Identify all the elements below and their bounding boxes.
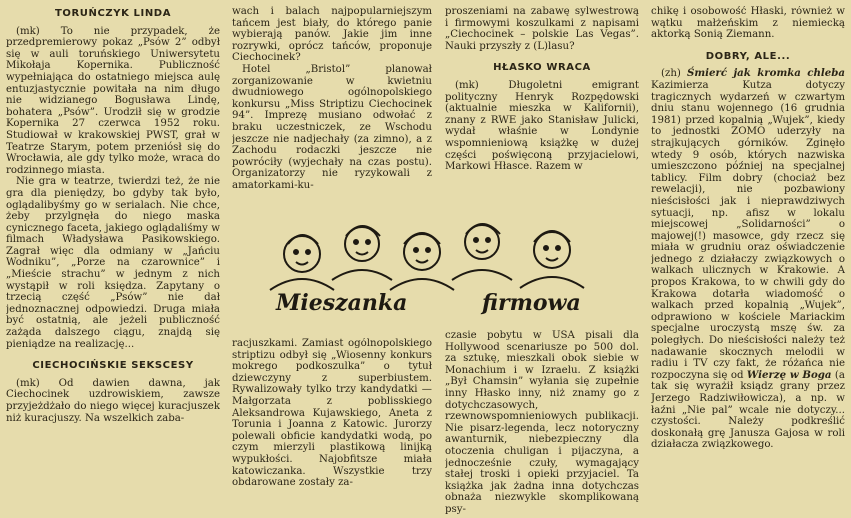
column-4 xyxy=(651,6,845,518)
article-title-dobry: DOBRY, ALE... xyxy=(705,50,791,62)
article-paragraph: chikę i osobowość Hłaski, również w wątku małżeńskim z niemiecką aktorką Sonią Ziemann. xyxy=(651,6,845,41)
article-paragraph: racjuszkami. Zamiast ogólnopolskiego striptizu odbył się „Wiosenny konkurs mokrego podkoszulka” o tytuł dziewczyny z superbiustem. Rywalizowały tylko trzy kandydatki — Małgorzata z poblisskiego Aleksandrowa Kujawskiego, Aneta z Torunia i Joanna z Katowic. Jurorzy polewali obficie kandydatki wodą, po czym mierzyli plastikową linijką wypukłości. Najobfitsze miała katowiczanka. Wszystkie trzy obdarowane zostały za- xyxy=(232,338,432,489)
article-title-hlasko: HŁASKO WRACA xyxy=(493,62,591,74)
article-paragraph: (mk) Długoletni emigrant polityczny Henryk Rozpędowski (aktualnie mieszka w Kalifornii), znany z RWE jako Stanisław Julicki, wydał właśnie w Londynie wspomnieniową książkę w dużej części poświęconą przyjacielowi, Markowi Hłasce. Razem w xyxy=(445,79,639,173)
column-3 xyxy=(445,6,639,173)
column-2 xyxy=(232,6,432,192)
column-3-lower xyxy=(445,330,639,518)
article-title-torunczyk: TORUŃCZYK LINDA xyxy=(54,8,172,19)
caricature-illustration xyxy=(262,214,612,336)
prayer-title-emphasis: Wierzę w Boga xyxy=(746,368,832,381)
paragraph-lead: (zh) xyxy=(661,68,681,80)
article-paragraph: Nie gra w teatrze, twierdzi też, że nie gra dla pieniędzy, bo gdyby tak było, oglądalibyśmy go w serialach. Nie chce, żeby przylgnęła do niego maska cynicznego faceta, jakiego oglądaliśmy w filmach Władysława Pasikowskiego. Zagrał więc dla odmiany w „Jańciu Wodniku”, „Porze na czarownice” i „Mieście strachu” w jednym z nich wystąpił w roli księdza. Zapytany o trzecią część „Psów” nie dał jednoznacznej odpowiedzi. Druga miała być ostatnią, ale jeżeli publiczność zażąda dalszego ciągu, znajdą się pieniądze na realizację... xyxy=(6,176,220,350)
article-paragraph: Hotel „Bristol” planował zorganizowanie w kwietniu dwudniowego ogólnopolskiego konkursu „Miss Striptizu Ciechocinek 94”. Imprezę musiano odwołać z braku uczestniczek, ze Wschodu jeszcze nie nadjechały (za zimno), a z Zachodu rodaczki jeszcze nie powróciły (wyjechały na czas postu). Organizatorzy nie ryzykowali z amatorkami-ku- xyxy=(232,63,432,191)
film-title-emphasis: Śmierć jak kromka chleba xyxy=(687,67,845,80)
article-paragraph: czasie pobytu w USA pisali dla Hollywood scenariusze po 500 dol. za sztukę, mieszkali obok siebie w Monachium i w Izraelu. Z książki „Był Chamsin” wyłania się zupełnie inny Hłasko inny, niż znamy go z dotychczasowych, rzewnowspomnieniowych publikacji. Nie pisarz-legenda, lecz notoryczny awanturnik, niebezpieczny dla otoczenia chuligan i pijaczyna, a jednocześnie czuły, wymagający stałej troski i opieki przyjaciel. Ta książka jak żadna inna dotychczas obnaża niezwykle skomplikowaną psy- xyxy=(445,330,639,515)
article-title-ciechocinskie: CIECHOCIŃSKIE SEKSCESY xyxy=(32,360,194,372)
article-paragraph xyxy=(651,68,845,451)
article-paragraph: (mk) To nie przypadek, że przedpremierowy pokaz „Psów 2” odbył się w auli toruńskiego Uniwersytetu Mikołaja Kopernika. Publiczność wypełniająca do ostatniego miejsca aulę entuzjastycznie powitała na nim długo nie widzianego Bogusława Lindę, bohatera „Psów”. Urodził się w grodzie Kopernika 27 czerwca 1952 roku. Studiował w krakowskiej PWST, grał w Teatrze Starym, potem przeniósł się do Wrocławia, ale gdy tylko może, wraca do rodzinnego miasta. xyxy=(6,25,220,176)
illustration-title-right: firmowa xyxy=(482,290,581,316)
article-paragraph: wach i balach najpopularniejszym tańcem jest biały, do którego panie wybierają panów. Jakie jim inne rozrywki, oprócz tańców, proponuje Ciechocinek? xyxy=(232,6,432,64)
paragraph-end: (a tak się wyrażił ksiądz grany przez Jerzego Radziwiłowicza), a np. w łaźni „Nie pal” wcale nie dotyczy... czystości. Należy podkreślić doskonałą grę Janusza Gajosa w roli działacza związkowego. xyxy=(651,369,845,451)
article-paragraph: proszeniami na zabawę sylwestrową i firmowymi koszulkami z napisami „Ciechocinek – polskie Las Vegas”. Nauki przyszły z (L)lasu? xyxy=(445,6,639,52)
column-1 xyxy=(6,6,220,518)
paragraph-body: Kazimierza Kutza dotyczy tragicznych wydarzeń w czwartym dniu stanu wojennego (16 grudnia 1981) przed kopalnią „Wujek”, kiedy to jednostki ZOMO uderzyły na strajkujących górników. Zginęło wtedy 9 osób, których nazwiska umieszczono później na specjalnej tablicy. Film dobry (chociaż bez rewelacji), nie pozbawiony nieścisłości jak i nieprawdziwych sytuacji, np. afisz w lokalu miejscowej „Solidarności” o majowej(!) masowce, gdy rzecz się miała w grudniu oraz oświadczenie jednego z działaczy związkowych o walkach ulicznych w Krakowie. A propos Krakowa, to w chwili gdy do Krakowa dotarła wiadomość o walkach przed kopalnią „Wujek”, odprawiono w kościele Mariackim specjalne uroczystą mszę św. za poległych. Do nieścisłości należy też nadawanie skocznych melodii w radiu i TV czy fakt, że różańca nie rozpoczyna się od xyxy=(651,79,845,381)
column-2-lower xyxy=(232,338,432,518)
article-paragraph: (mk) Od dawien dawna, jak Ciechocinek uzdrowiskiem, zawsze przyjeżdżało do niego więcej kuracjuszek niż kuracjuszy. Na wszelkich zaba- xyxy=(6,377,220,424)
illustration-title-left: Mieszanka xyxy=(276,290,408,316)
